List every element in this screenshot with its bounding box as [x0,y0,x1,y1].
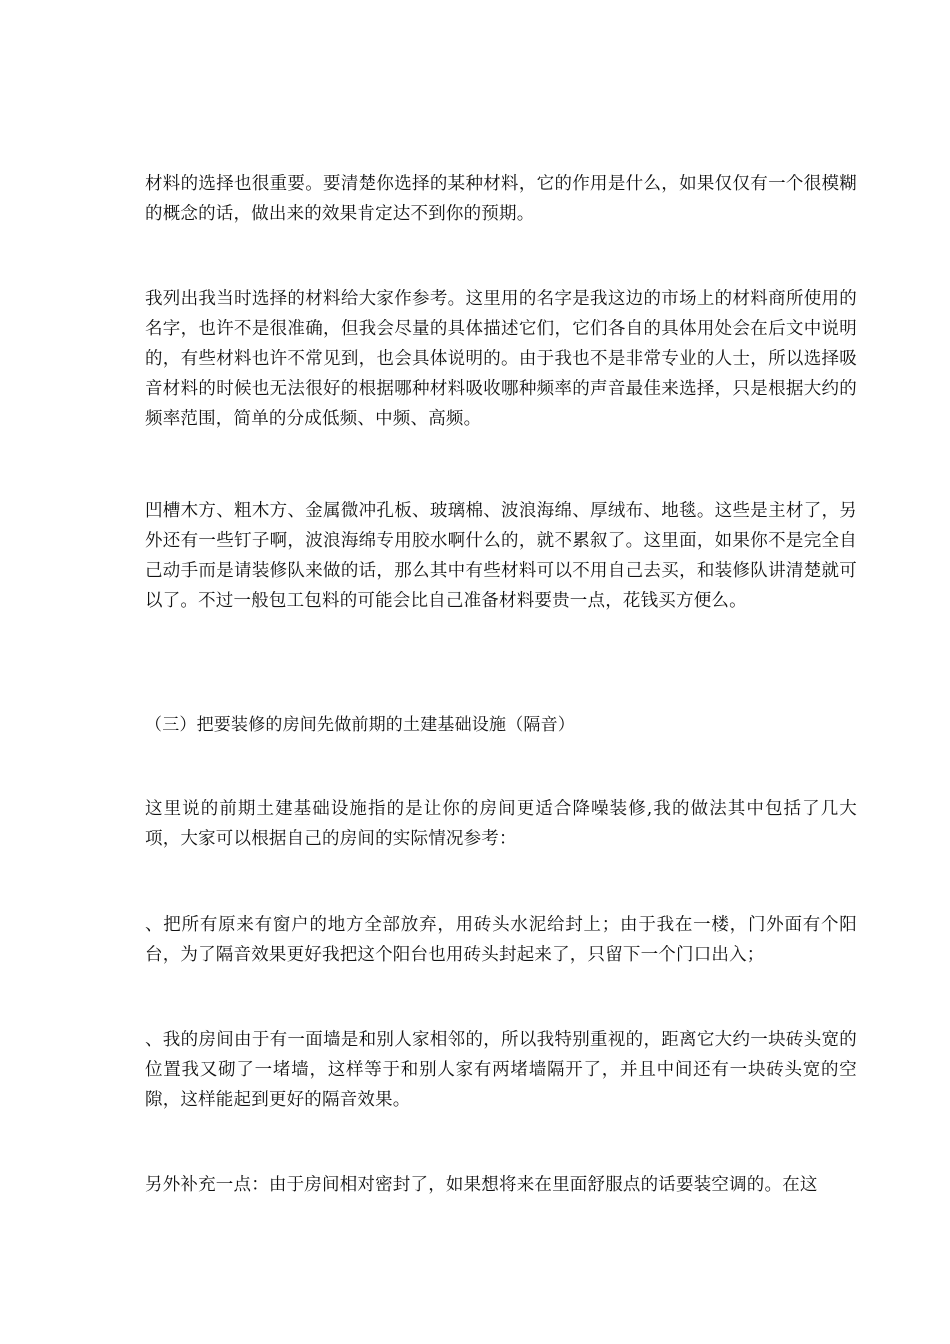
paragraph-infrastructure-intro: 这里说的前期土建基础设施指的是让你的房间更适合降噪装修,我的做法其中包括了几大项，大家可以根据自己的房间的实际情况参考： [145,799,857,849]
list-item-seal-windows: 、把所有原来有窗户的地方全部放弃，用砖头水泥给封上；由于我在一楼，门外面有个阳台，为了隔音效果更好我把这个阳台也用砖头封起来了，只留下一个门口出入； [145,915,857,965]
paragraph-material-choice: 材料的选择也很重要。要清楚你选择的某种材料，它的作用是什么，如果仅仅有一个很模糊的概念的话，做出来的效果肯定达不到你的预期。 [145,174,857,224]
paragraph-additional-note: 另外补充一点：由于房间相对密封了，如果想将来在里面舒服点的话要装空调的。在这 [145,1175,818,1195]
paragraph-main-materials: 凹槽木方、粗木方、金属微冲孔板、玻璃棉、波浪海绵、厚绒布、地毯。这些是主材了，另外还有一些钉子啊，波浪海绵专用胶水啊什么的，就不累叙了。这里面，如果你不是完全自己动手而是请装修队来做的话，那么其中有些材料可以不用自己去买，和装修队讲清楚就可以了。不过一般包工包料的可能会比自己准备材料要贵一点，花钱买方便么。 [145,501,857,611]
paragraph-material-list-intro: 我列出我当时选择的材料给大家作参考。这里用的名字是我这边的市场上的材料商所使用的名字，也许不是很准确，但我会尽量的具体描述它们，它们各自的具体用处会在后文中说明的，有些材料也许不常见到，也会具体说明的。由于我也不是非常专业的人士，所以选择吸音材料的时候也无法很好的根据哪种材料吸收哪种频率的声音最佳来选择，只是根据大约的频率范围，简单的分成低频、中频、高频。 [145,289,857,429]
list-item-double-wall: 、我的房间由于有一面墙是和别人家相邻的，所以我特别重视的，距离它大约一块砖头宽的位置我又砌了一堵墙，这样等于和别人家有两堵墙隔开了，并且中间还有一块砖头宽的空隙，这样能起到更好的隔音效果。 [145,1030,857,1110]
section-heading: （三）把要装修的房间先做前期的土建基础设施（隔音） [145,715,575,735]
